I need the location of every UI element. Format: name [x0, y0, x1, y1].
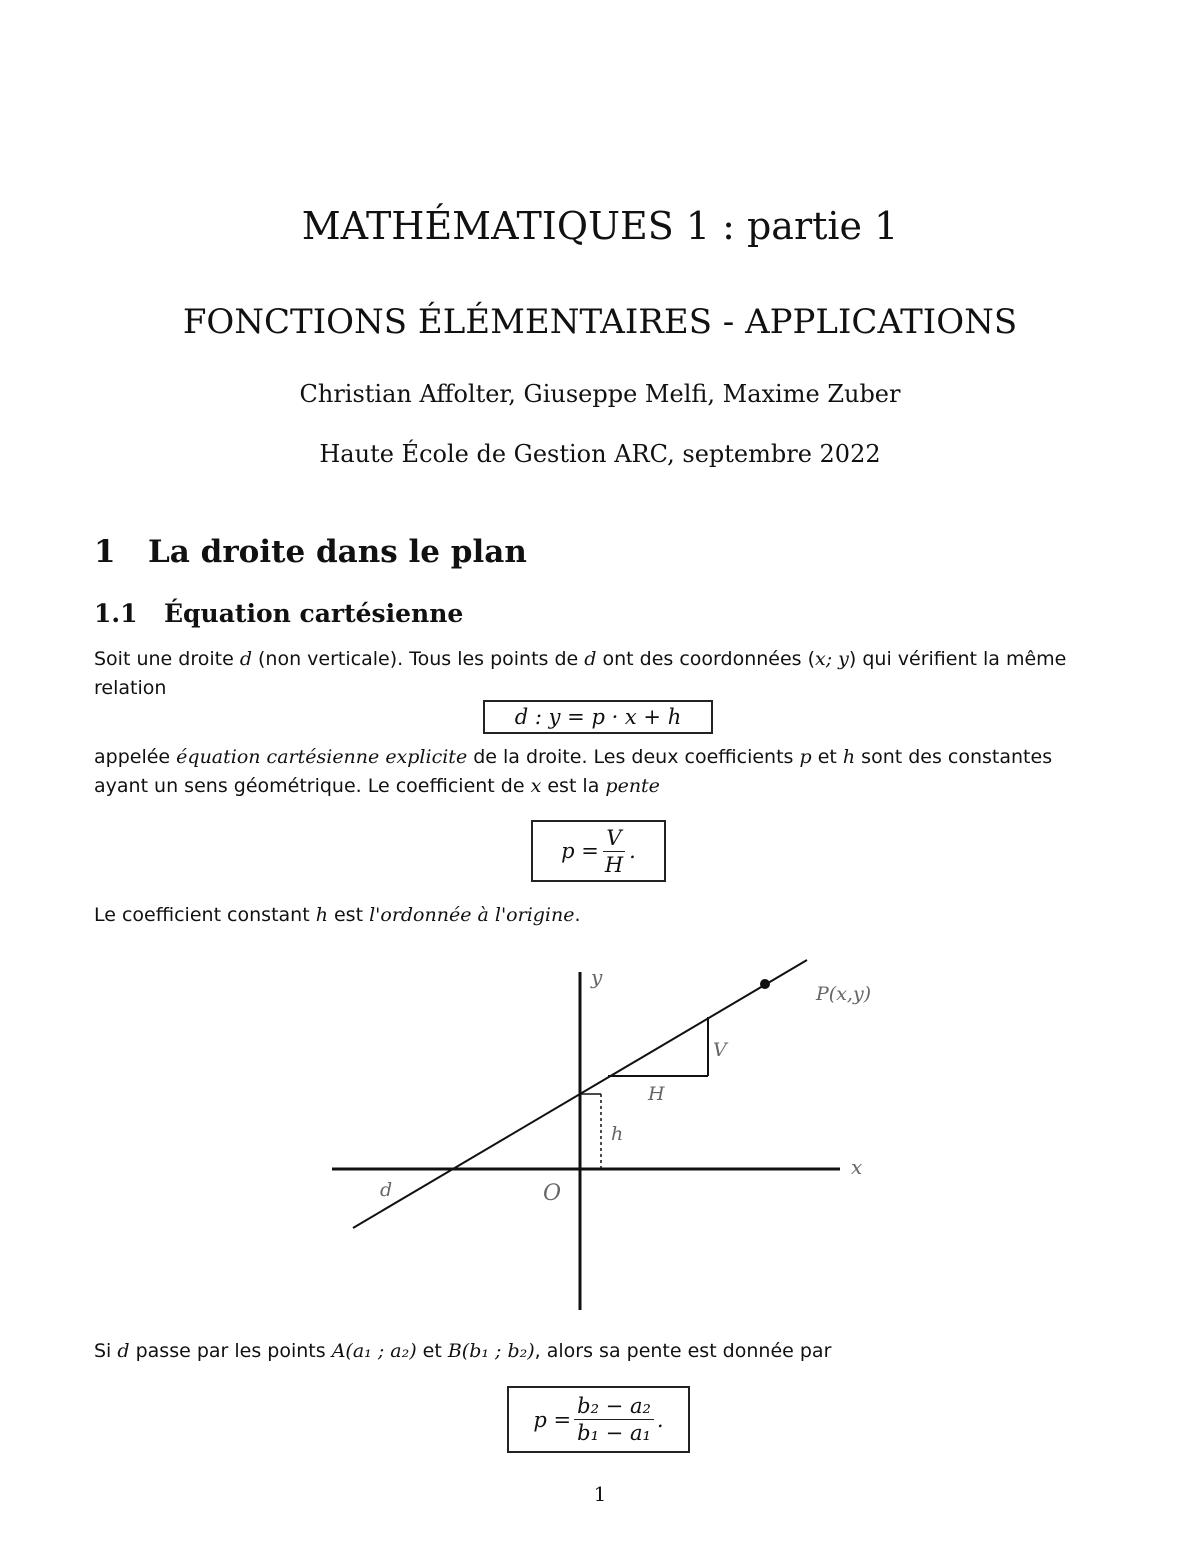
section-title: La droite dans le plan — [148, 534, 527, 570]
paragraph-two-points: Si d passe par les points A(a₁ ; a₂) et B(b₁ ; b₂), alors sa pente est donnée par — [94, 1340, 832, 1362]
fraction-numerator: b₂ − a₂ — [574, 1394, 654, 1420]
subsection-number: 1.1 — [94, 599, 138, 628]
equation-slope-lhs: p = — [561, 839, 599, 863]
authors: Christian Affolter, Giuseppe Melfi, Maxime Zuber — [299, 380, 901, 408]
label-h-upper: H — [648, 1083, 665, 1105]
affiliation: Haute École de Gestion ARC, septembre 2022 — [319, 440, 881, 468]
fraction-v-over-h — [602, 826, 626, 877]
paragraph-intercept: Le coefficient constant h est l'ordonnée à l'origine. — [94, 904, 581, 926]
point-p — [760, 979, 770, 989]
label-point-p: P(x,y) — [816, 983, 872, 1005]
label-h-intercept: h — [611, 1123, 624, 1145]
label-y: y — [591, 965, 603, 989]
paragraph-coefficients: appelée équation cartésienne explicite de la droite. Les deux coefficients p et h sont des constantes ayant un sens géométrique. Le coefficient de x est la pente — [94, 746, 1053, 797]
label-origin: O — [543, 1181, 562, 1206]
fraction-denominator: b₁ − a₁ — [577, 1421, 651, 1445]
section-number: 1 — [94, 534, 116, 570]
page-number: 1 — [593, 1482, 607, 1506]
label-x: x — [851, 1155, 863, 1179]
fraction-denominator: H — [604, 852, 624, 877]
fraction-b-minus-a — [574, 1394, 654, 1445]
document-subtitle: FONCTIONS ÉLÉMENTAIRES - APPLICATIONS — [182, 302, 1018, 342]
subsection-heading — [94, 599, 463, 628]
equation-two-points-lhs: p = — [533, 1407, 572, 1432]
label-d: d — [380, 1179, 393, 1201]
subsection-title: Équation cartésienne — [164, 599, 464, 628]
line-diagram — [320, 950, 900, 1320]
document-title: MATHÉMATIQUES 1 : partie 1 — [301, 204, 899, 248]
paragraph-intro: Soit une droite d (non verticale). Tous les points de d ont des coordonnées (x; y) qui vérifient la même relation — [94, 648, 1067, 699]
section-heading — [94, 534, 527, 570]
equation-explicit: d : y = p · x + h — [483, 700, 713, 734]
equation-slope: p = $\frac{V}{H}$ . — [531, 820, 666, 882]
fraction-numerator: V — [603, 826, 624, 852]
equation-slope-two-points: p = $\frac{\text{b₂ − a₂}}{\text{b₁ − a₁}}$ . — [507, 1386, 690, 1453]
label-v: V — [713, 1039, 727, 1061]
